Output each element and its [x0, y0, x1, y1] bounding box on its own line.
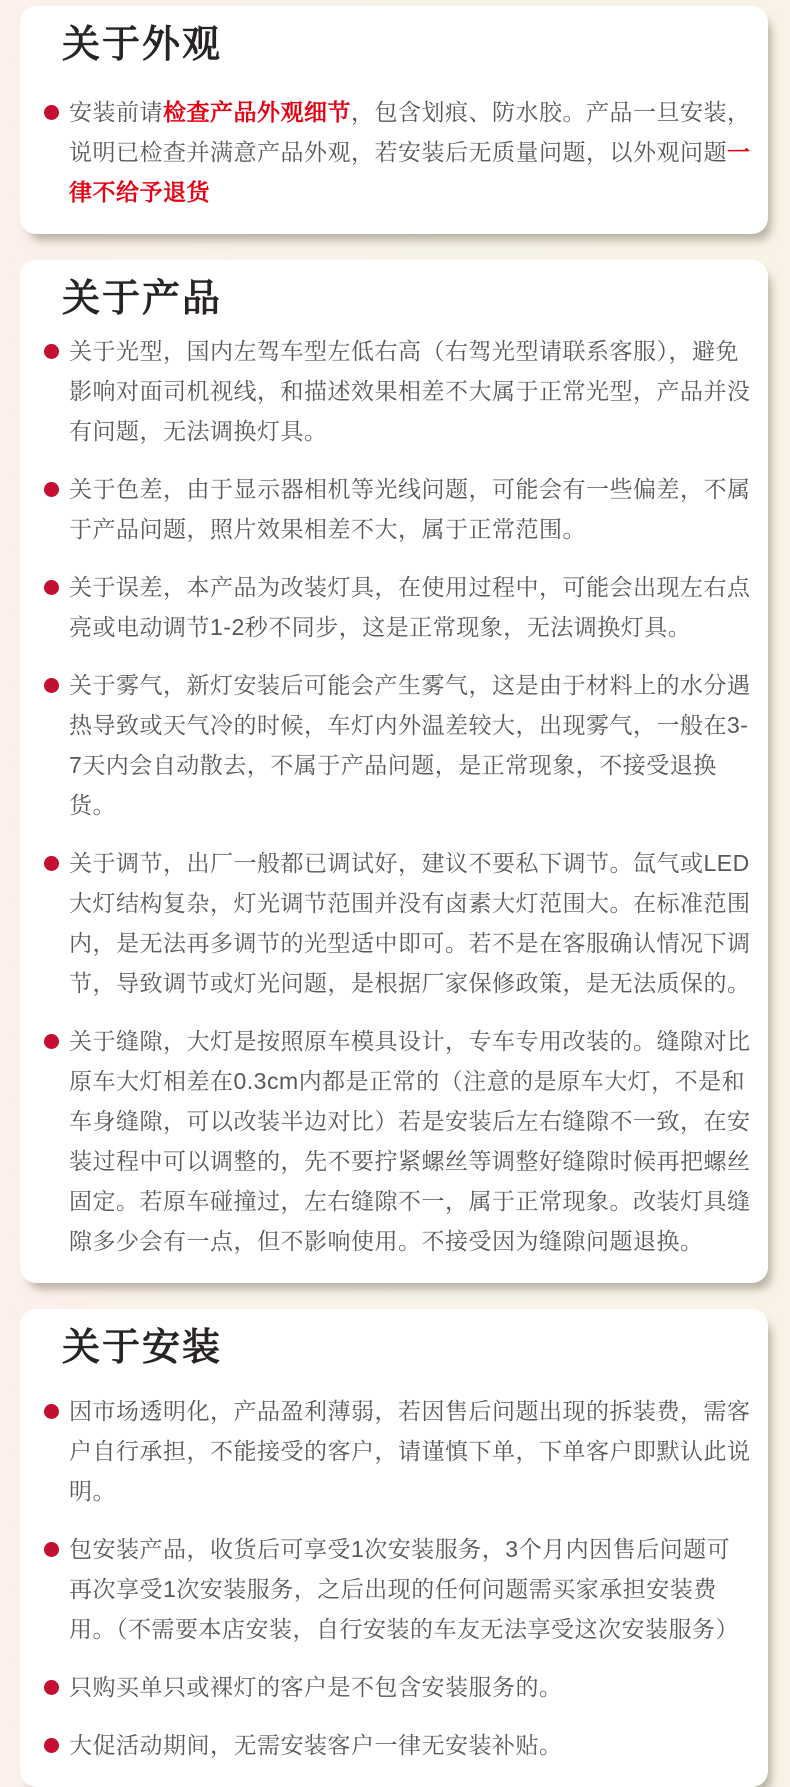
bullet-item: [44, 1391, 752, 1511]
bullet-text: [69, 1391, 752, 1511]
bullet-item: [44, 1725, 752, 1765]
highlight-text: 一律不给予退货: [69, 138, 751, 205]
bullet-dot-icon: [44, 482, 59, 497]
bullet-text: [69, 567, 752, 647]
bullet-list: [44, 331, 752, 1261]
body-text: 大促活动期间，无需安装客户一律无安装补贴。: [69, 1732, 563, 1759]
bullet-text: [69, 469, 752, 549]
sections-root: [0, 6, 790, 1787]
bullet-dot-icon: [44, 856, 59, 871]
bullet-item: [44, 843, 752, 1003]
bullet-dot-icon: [44, 678, 59, 693]
bullet-text: [69, 331, 752, 451]
bullet-dot-icon: [44, 1542, 59, 1557]
bullet-dot-icon: [44, 1738, 59, 1753]
bullet-text: [69, 1021, 752, 1261]
bullet-dot-icon: [44, 1404, 59, 1419]
bullet-item: [44, 1021, 752, 1261]
bullet-item: [44, 92, 752, 212]
section-title-install: 关于安装: [62, 1327, 223, 1370]
body-text: ，包含划痕、防水胶。产品一旦安装，说明已检查并满意产品外观，若安装后无质量问题，以外观问题: [69, 98, 751, 165]
body-text: 因市场透明化，产品盈利薄弱，若因售后问题出现的拆装费，需客户自行承担，不能接受的客户，请谨慎下单，下单客户即默认此说明。: [69, 1398, 751, 1505]
bullet-dot-icon: [44, 344, 59, 359]
body-text: 只购买单只或裸灯的客户是不包含安装服务的。: [69, 1674, 563, 1701]
body-text: 关于调节，出厂一般都已调试好，建议不要私下调节。氙气或LED大灯结构复杂，灯光调节范围并没有卤素大灯范围大。在标准范围内，是无法再多调节的光型适中即可。若不是在客服确认情况下调节，导致调节或灯光问题，是根据厂家保修政策，是无法质保的。: [69, 850, 751, 997]
bullet-dot-icon: [44, 105, 59, 120]
body-text: 关于光型，国内左驾车型左低右高（右驾光型请联系客服），避免影响对面司机视线，和描述效果相差不大属于正常光型，产品并没有问题，无法调换灯具。: [69, 338, 751, 445]
bullet-text: [69, 1725, 563, 1765]
bullet-text: [69, 665, 752, 825]
section-card-install: [20, 1309, 768, 1787]
bullet-list: [44, 1391, 752, 1765]
bullet-item: [44, 331, 752, 451]
highlight-text: 检查产品外观细节: [163, 98, 351, 125]
bullet-item: [44, 469, 752, 549]
bullet-dot-icon: [44, 1034, 59, 1049]
section-card-product: [20, 260, 768, 1284]
bullet-dot-icon: [44, 580, 59, 595]
bullet-text: [69, 92, 752, 212]
bullet-item: [44, 1667, 752, 1707]
bullet-item: [44, 567, 752, 647]
bullet-item: [44, 665, 752, 825]
bullet-text: [69, 1529, 752, 1649]
body-text: 安装前请: [69, 98, 163, 125]
bullet-list: [44, 92, 752, 212]
body-text: 关于雾气，新灯安装后可能会产生雾气，这是由于材料上的水分遇热导致或天气冷的时候，车灯内外温差较大，出现雾气，一般在3-7天内会自动散去，不属于产品问题，是正常现象，不接受退换货。: [69, 672, 751, 819]
bullet-text: [69, 843, 752, 1003]
body-text: 关于误差，本产品为改装灯具，在使用过程中，可能会出现左右点亮或电动调节1-2秒不同步，这是正常现象，无法调换灯具。: [69, 574, 751, 641]
section-card-appearance: [20, 6, 768, 234]
section-title-product: 关于产品: [62, 277, 223, 320]
body-text: 关于色差，由于显示器相机等光线问题，可能会有一些偏差，不属于产品问题，照片效果相差不大，属于正常范围。: [69, 476, 751, 543]
bullet-item: [44, 1529, 752, 1649]
body-text: 包安装产品，收货后可享受1次安装服务，3个月内因售后问题可再次享受1次安装服务，之后出现的任何问题需买家承担安装费用。（不需要本店安装，自行安装的车友无法享受这次安装服务）: [69, 1536, 739, 1643]
bullet-dot-icon: [44, 1680, 59, 1695]
body-text: 关于缝隙，大灯是按照原车模具设计，专车专用改装的。缝隙对比原车大灯相差在0.3cm内都是正常的（注意的是原车大灯，不是和车身缝隙，可以改装半边对比）若是安装后左右缝隙不一致，在安装过程中可以调整的，先不要拧紧螺丝等调整好缝隙时候再把螺丝固定。若原车碰撞过，左右缝隙不一，属于正常现象。改装灯具缝隙多少会有一点，但不影响使用。不接受因为缝隙问题退换。: [69, 1028, 751, 1255]
bullet-text: [69, 1667, 563, 1707]
section-title-appearance: 关于外观: [62, 24, 223, 66]
